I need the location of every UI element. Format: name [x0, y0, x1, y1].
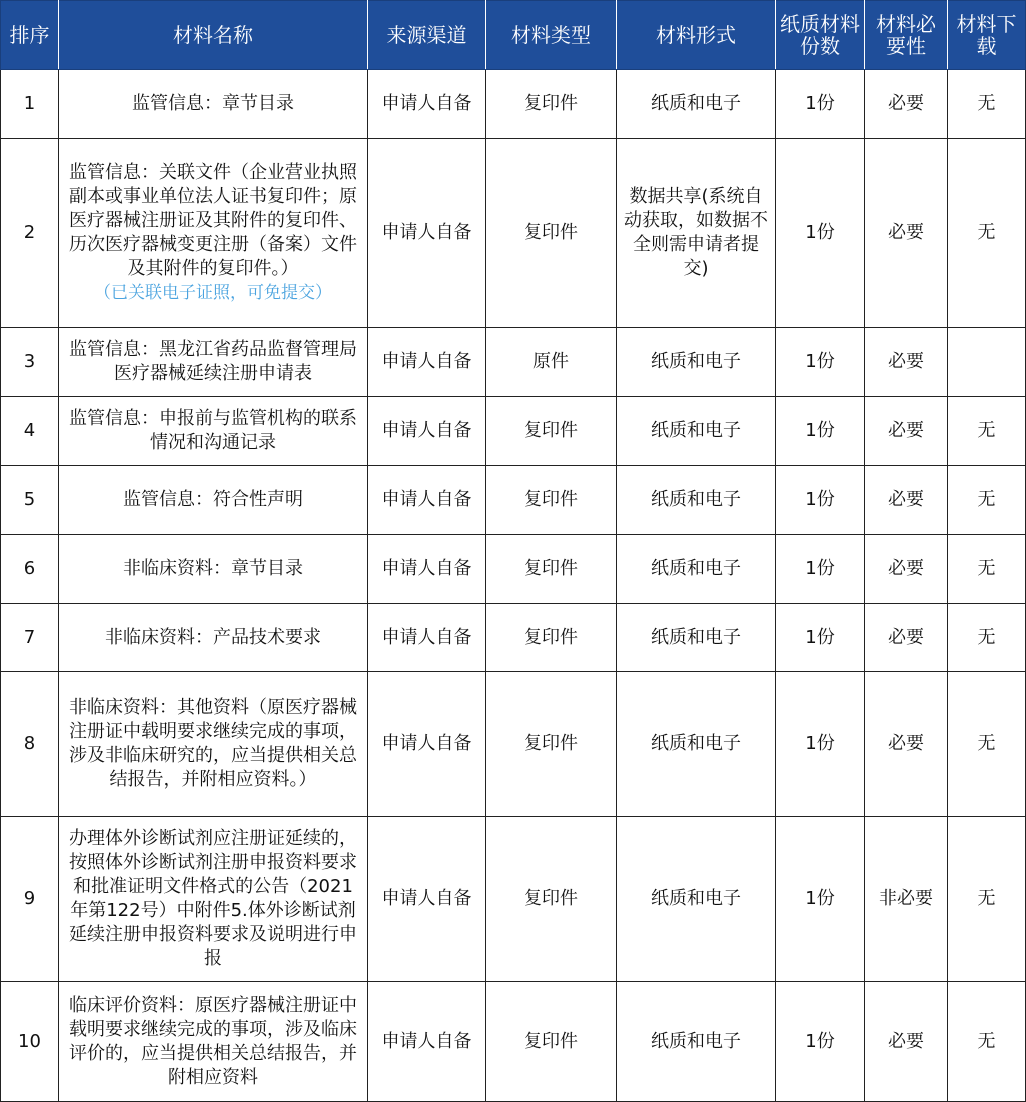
table-row: [1, 817, 1026, 982]
form-cell: 纸质和电子: [617, 672, 776, 817]
source-cell: 申请人自备: [368, 672, 486, 817]
material-name: 监管信息：符合性声明: [123, 489, 303, 510]
download-cell: 无: [948, 466, 1026, 535]
header-row: [1, 1, 1026, 70]
name-cell: [59, 466, 368, 535]
download-cell: 无: [948, 139, 1026, 328]
form-cell: 纸质和电子: [617, 535, 776, 604]
count-cell: 1份: [776, 70, 865, 139]
name-cell: [59, 982, 368, 1102]
seq-cell: 9: [1, 817, 59, 982]
name-cell: [59, 397, 368, 466]
type-cell: 复印件: [486, 139, 617, 328]
type-cell: 复印件: [486, 817, 617, 982]
type-cell: 复印件: [486, 70, 617, 139]
download-cell: 无: [948, 672, 1026, 817]
table-row: [1, 70, 1026, 139]
name-cell: [59, 817, 368, 982]
table-row: [1, 535, 1026, 604]
source-cell: 申请人自备: [368, 466, 486, 535]
name-cell: [59, 672, 368, 817]
required-cell: 必要: [865, 139, 948, 328]
source-cell: 申请人自备: [368, 328, 486, 397]
name-cell: [59, 328, 368, 397]
count-cell: 1份: [776, 139, 865, 328]
count-cell: 1份: [776, 466, 865, 535]
source-cell: 申请人自备: [368, 982, 486, 1102]
header-name: 材料名称: [59, 1, 368, 70]
material-name: 非临床资料：产品技术要求: [105, 626, 321, 648]
download-cell: 无: [948, 70, 1026, 139]
required-cell: 必要: [865, 397, 948, 466]
download-cell: 无: [948, 817, 1026, 982]
table-row: [1, 397, 1026, 466]
form-cell: 纸质和电子: [617, 817, 776, 982]
seq-cell: 8: [1, 672, 59, 817]
material-note: （已关联电子证照，可免提交）: [94, 283, 332, 303]
form-cell: 纸质和电子: [617, 982, 776, 1102]
download-cell: [948, 328, 1026, 397]
name-cell: [59, 139, 368, 328]
type-cell: 复印件: [486, 604, 617, 672]
form-cell: 纸质和电子: [617, 328, 776, 397]
type-cell: 复印件: [486, 466, 617, 535]
table-row: [1, 139, 1026, 328]
header-paper-count: 纸质材料份数: [776, 1, 865, 70]
header-source: 来源渠道: [368, 1, 486, 70]
type-cell: 原件: [486, 328, 617, 397]
required-cell: 必要: [865, 535, 948, 604]
count-cell: 1份: [776, 982, 865, 1102]
material-name: 监管信息：关联文件（企业营业执照副本或事业单位法人证书复印件；原医疗器械注册证及其附件的复印件、历次医疗器械变更注册（备案）文件及其附件的复印件。）: [69, 162, 357, 279]
material-name: 监管信息：黑龙江省药品监督管理局医疗器械延续注册申请表: [69, 339, 357, 384]
form-cell: 数据共享(系统自动获取，如数据不全则需申请者提交): [617, 139, 776, 328]
material-name: 监管信息：章节目录: [132, 93, 294, 114]
table-row: [1, 672, 1026, 817]
count-cell: 1份: [776, 817, 865, 982]
form-cell: 纸质和电子: [617, 70, 776, 139]
count-cell: 1份: [776, 535, 865, 604]
required-cell: 必要: [865, 328, 948, 397]
type-cell: 复印件: [486, 397, 617, 466]
table-row: [1, 466, 1026, 535]
download-cell: 无: [948, 982, 1026, 1102]
download-cell: 无: [948, 535, 1026, 604]
source-cell: 申请人自备: [368, 604, 486, 672]
seq-cell: 3: [1, 328, 59, 397]
name-cell: [59, 604, 368, 672]
material-name: 监管信息：申报前与监管机构的联系情况和沟通记录: [69, 408, 357, 453]
form-cell: 纸质和电子: [617, 466, 776, 535]
type-cell: 复印件: [486, 672, 617, 817]
form-cell: 纸质和电子: [617, 604, 776, 672]
material-name: 非临床资料：其他资料（原医疗器械注册证中载明要求继续完成的事项，涉及非临床研究的，应当提供相关总结报告，并附相应资料。）: [69, 697, 357, 790]
count-cell: 1份: [776, 397, 865, 466]
material-name: 临床评价资料：原医疗器械注册证中载明要求继续完成的事项，涉及临床评价的，应当提供相关总结报告，并附相应资料: [69, 994, 357, 1088]
table-row: [1, 604, 1026, 672]
seq-cell: 4: [1, 397, 59, 466]
source-cell: 申请人自备: [368, 70, 486, 139]
table-row: [1, 982, 1026, 1102]
material-name: 非临床资料：章节目录: [123, 558, 303, 579]
seq-cell: 10: [1, 982, 59, 1102]
source-cell: 申请人自备: [368, 817, 486, 982]
material-name: 办理体外诊断试剂应注册证延续的，按照体外诊断试剂注册申报资料要求和批准证明文件格式的公告（2021年第122号）中附件5.体外诊断试剂延续注册申报资料要求及说明进行申报: [69, 828, 357, 969]
download-cell: 无: [948, 397, 1026, 466]
source-cell: 申请人自备: [368, 535, 486, 604]
count-cell: 1份: [776, 604, 865, 672]
header-seq: 排序: [1, 1, 59, 70]
name-cell: [59, 70, 368, 139]
required-cell: 非必要: [865, 817, 948, 982]
form-cell: 纸质和电子: [617, 397, 776, 466]
type-cell: 复印件: [486, 535, 617, 604]
type-cell: 复印件: [486, 982, 617, 1102]
table-row: [1, 328, 1026, 397]
header-type: 材料类型: [486, 1, 617, 70]
seq-cell: 6: [1, 535, 59, 604]
required-cell: 必要: [865, 982, 948, 1102]
required-cell: 必要: [865, 672, 948, 817]
header-required: 材料必要性: [865, 1, 948, 70]
seq-cell: 7: [1, 604, 59, 672]
header-form: 材料形式: [617, 1, 776, 70]
count-cell: 1份: [776, 672, 865, 817]
required-cell: 必要: [865, 466, 948, 535]
seq-cell: 5: [1, 466, 59, 535]
name-cell: [59, 535, 368, 604]
source-cell: 申请人自备: [368, 139, 486, 328]
source-cell: 申请人自备: [368, 397, 486, 466]
seq-cell: 1: [1, 70, 59, 139]
header-download: 材料下载: [948, 1, 1026, 70]
required-cell: 必要: [865, 70, 948, 139]
download-cell: 无: [948, 604, 1026, 672]
seq-cell: 2: [1, 139, 59, 328]
count-cell: 1份: [776, 328, 865, 397]
required-cell: 必要: [865, 604, 948, 672]
